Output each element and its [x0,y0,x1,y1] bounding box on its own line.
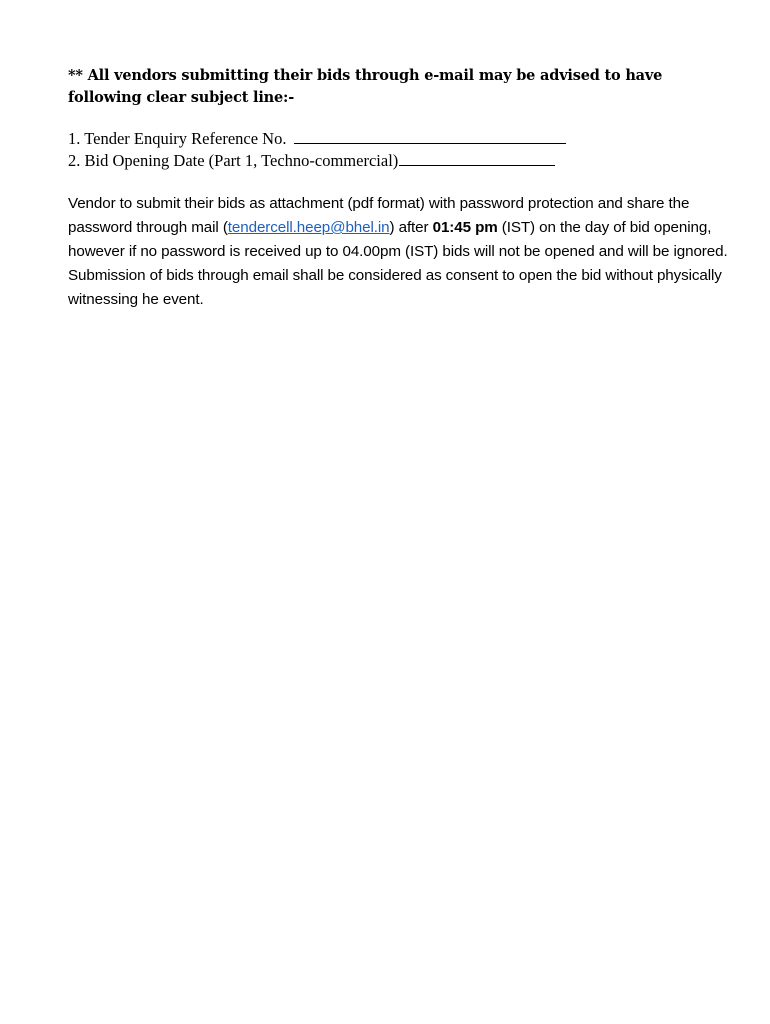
paragraph-text: ) after [389,219,433,236]
email-link[interactable]: tendercell.heep@bhel.in [227,219,390,236]
paragraph-text: Vendor to submit their bids as attachment (pdf format) with password protection and share the password through mail ( [68,195,690,236]
subject-item-label: 2. Bid Opening Date (Part 1, Techno-commercial) [68,151,399,170]
instruction-heading [68,65,728,109]
submission-instructions-paragraph [68,192,736,312]
fill-in-blank [399,151,555,166]
paragraph-text: (IST) on the day of bid opening, however if no password is received up to 04.00pm (IST) bids will not be opened and will be ignored. Submission of bids through email shall be considered as consent to open the bid without physically witnessing he event. [68,219,728,308]
subject-item-bid-opening-date [68,150,728,172]
heading-line-1: ** All vendors submitting their bids through e-mail may be advised to have [68,67,663,84]
subject-line-list [68,128,728,172]
subject-item-tender-reference [68,128,728,150]
subject-item-label: 1. Tender Enquiry Reference No. [68,129,291,148]
fill-in-blank [294,129,566,144]
heading-line-2: following clear subject line:- [68,89,295,106]
deadline-time: 01:45 pm [432,219,498,236]
